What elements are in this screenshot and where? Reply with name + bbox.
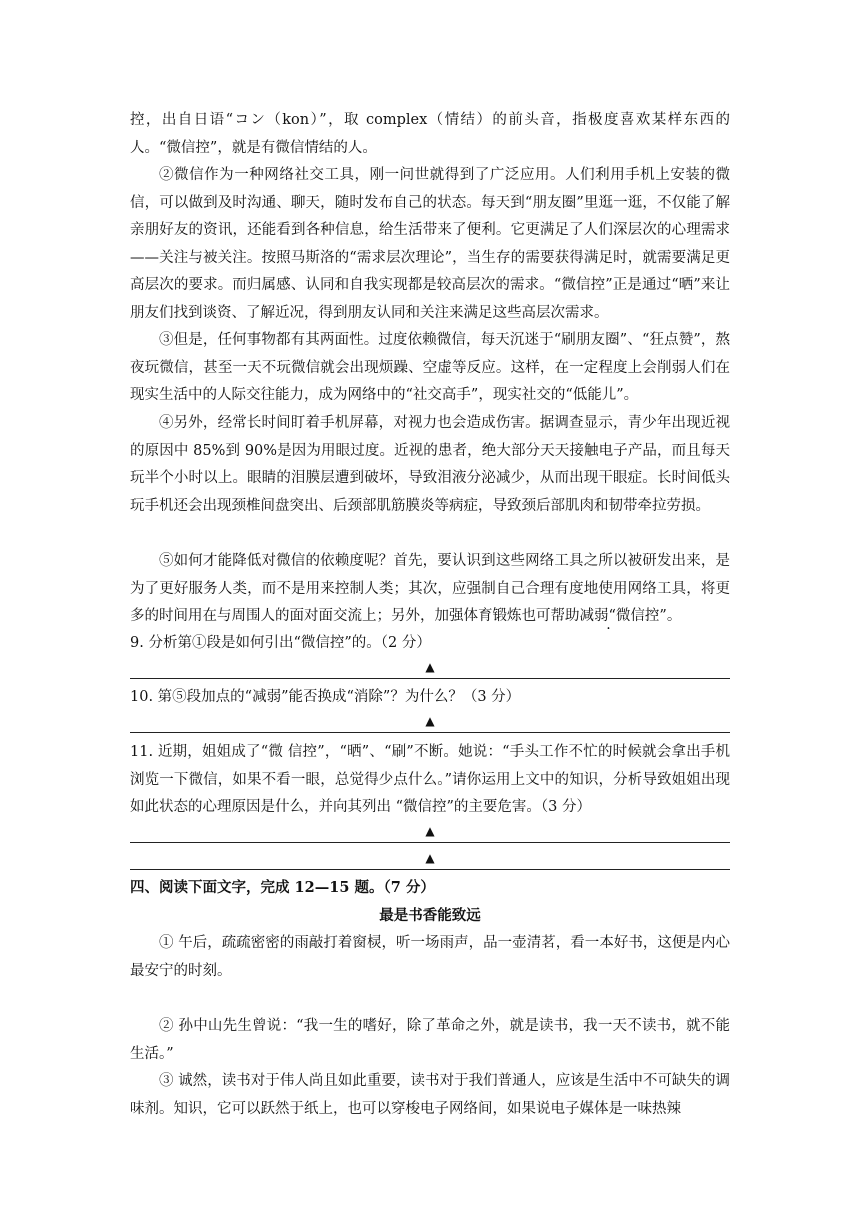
paragraph-5-text: ⑤如何才能降低对微信的依赖度呢？首先，要认识到这些网络工具之所以被研发出来，是为了更好服务人类，而不是用来控制人类；其次，应强制自己合理有度地使用网络工具，将更多的时间用在与周围人的面对面交流上；另外，加强体育锻炼也可帮助 bbox=[130, 553, 730, 625]
paragraph-1-continuation: 控，出自日语“コン（kon）”，取 complex（情结）的前头音，指极度喜欢某样东西的人。“微信控”，就是有微信情结的人。 bbox=[130, 112, 730, 156]
question-9: 9. 分析第①段是如何引出“微信控”的。（2 分） bbox=[130, 635, 431, 651]
article-paragraph-3: ③ 诚然，读书对于伟人尚且如此重要，读书对于我们普通人，应该是生活中不可缺失的调味剂。知识，它可以跃然于纸上，也可以穿梭电子网络间，如果说电子媒体是一味热辣 bbox=[130, 1073, 730, 1117]
answer-marker: ▲ bbox=[425, 660, 435, 674]
answer-line-9[interactable] bbox=[130, 656, 730, 679]
paragraph-2: ②微信作为一种网络社交工具，刚一问世就得到了广泛应用。人们利用手机上安装的微信，可以做到及时沟通、聊天，随时发布自己的状态。每天到“朋友圈”里逛一逛，不仅能了解亲朋好友的资讯，还能看到各种信息，给生活带来了便利。它更满足了人们深层次的心理需求——关注与被关注。按照马斯洛的“需求层次理论”，当生存的需要获得满足时，就需要满足更高层次的要求。而归属感、认同和自我实现都是较高层次的需求。“微信控”正是通过“晒”来让朋友们找到谈资、了解近况，得到朋友认同和关注来满足这些高层次需求。 bbox=[130, 167, 730, 321]
answer-line-11a[interactable] bbox=[130, 820, 730, 843]
answer-marker: ▲ bbox=[425, 824, 435, 838]
article-title: 最是书香能致远 bbox=[379, 907, 481, 924]
answer-line-10[interactable] bbox=[130, 710, 730, 733]
answer-line-11b[interactable] bbox=[130, 847, 730, 870]
paragraph-5-end: “微信控”。 bbox=[608, 608, 682, 625]
dotted-word: 减弱 bbox=[579, 608, 609, 625]
answer-marker: ▲ bbox=[425, 714, 435, 728]
paragraph-4: ④另外，经常长时间盯着手机屏幕，对视力也会造成伤害。据调查显示，青少年出现近视的原因中 85%到 90%是因为用眼过度。近视的患者，绝大部分天天接触电子产品，而且每天玩半个小时以上。眼睛的泪膜层遭到破坏，导致泪液分泌减少，从而出现干眼症。长时间低头玩手机还会出现颈椎间盘突出、后颈部肌筋膜炎等病症，导致颈后部肌肉和韧带牵拉劳损。 bbox=[130, 415, 730, 514]
question-10: 10. 第⑤段加点的“减弱”能否换成“消除”？为什么？（3 分） bbox=[130, 689, 521, 705]
article-paragraph-2: ② 孙中山先生曾说：“我一生的嗜好，除了革命之外，就是读书，我一天不读书，就不能生活。” bbox=[130, 1018, 730, 1062]
section-heading: 四、阅读下面文字，完成 12—15 题。（7 分） bbox=[130, 879, 435, 896]
paragraph-5 bbox=[130, 548, 730, 631]
question-11: 11. 近期，姐姐成了“微 信控”，“晒”、“刷”不断。她说：“手头工作不忙的时候就会拿出手机浏览一下微信，如果不看一眼，总觉得少点什么。”请你运用上文中的知识，分析导致姐姐出现如此状态的心理原因是什么，并向其列出 “微信控”的主要危害。（3 分） bbox=[130, 744, 730, 816]
paragraph-3: ③但是，任何事物都有其两面性。过度依赖微信，每天沉迷于“刷朋友圈”、“狂点赞”，熬夜玩微信，甚至一天不玩微信就会出现烦躁、空虚等反应。这样，在一定程度上会削弱人们在现实生活中的人际交往能力，成为网络中的“社交高手”，现实社交的“低能儿”。 bbox=[130, 332, 730, 404]
answer-marker: ▲ bbox=[425, 851, 435, 865]
article-paragraph-1: ① 午后，疏疏密密的雨敲打着窗棂，听一场雨声，品一壶清茗，看一本好书，这便是内心最安宁的时刻。 bbox=[130, 935, 730, 979]
